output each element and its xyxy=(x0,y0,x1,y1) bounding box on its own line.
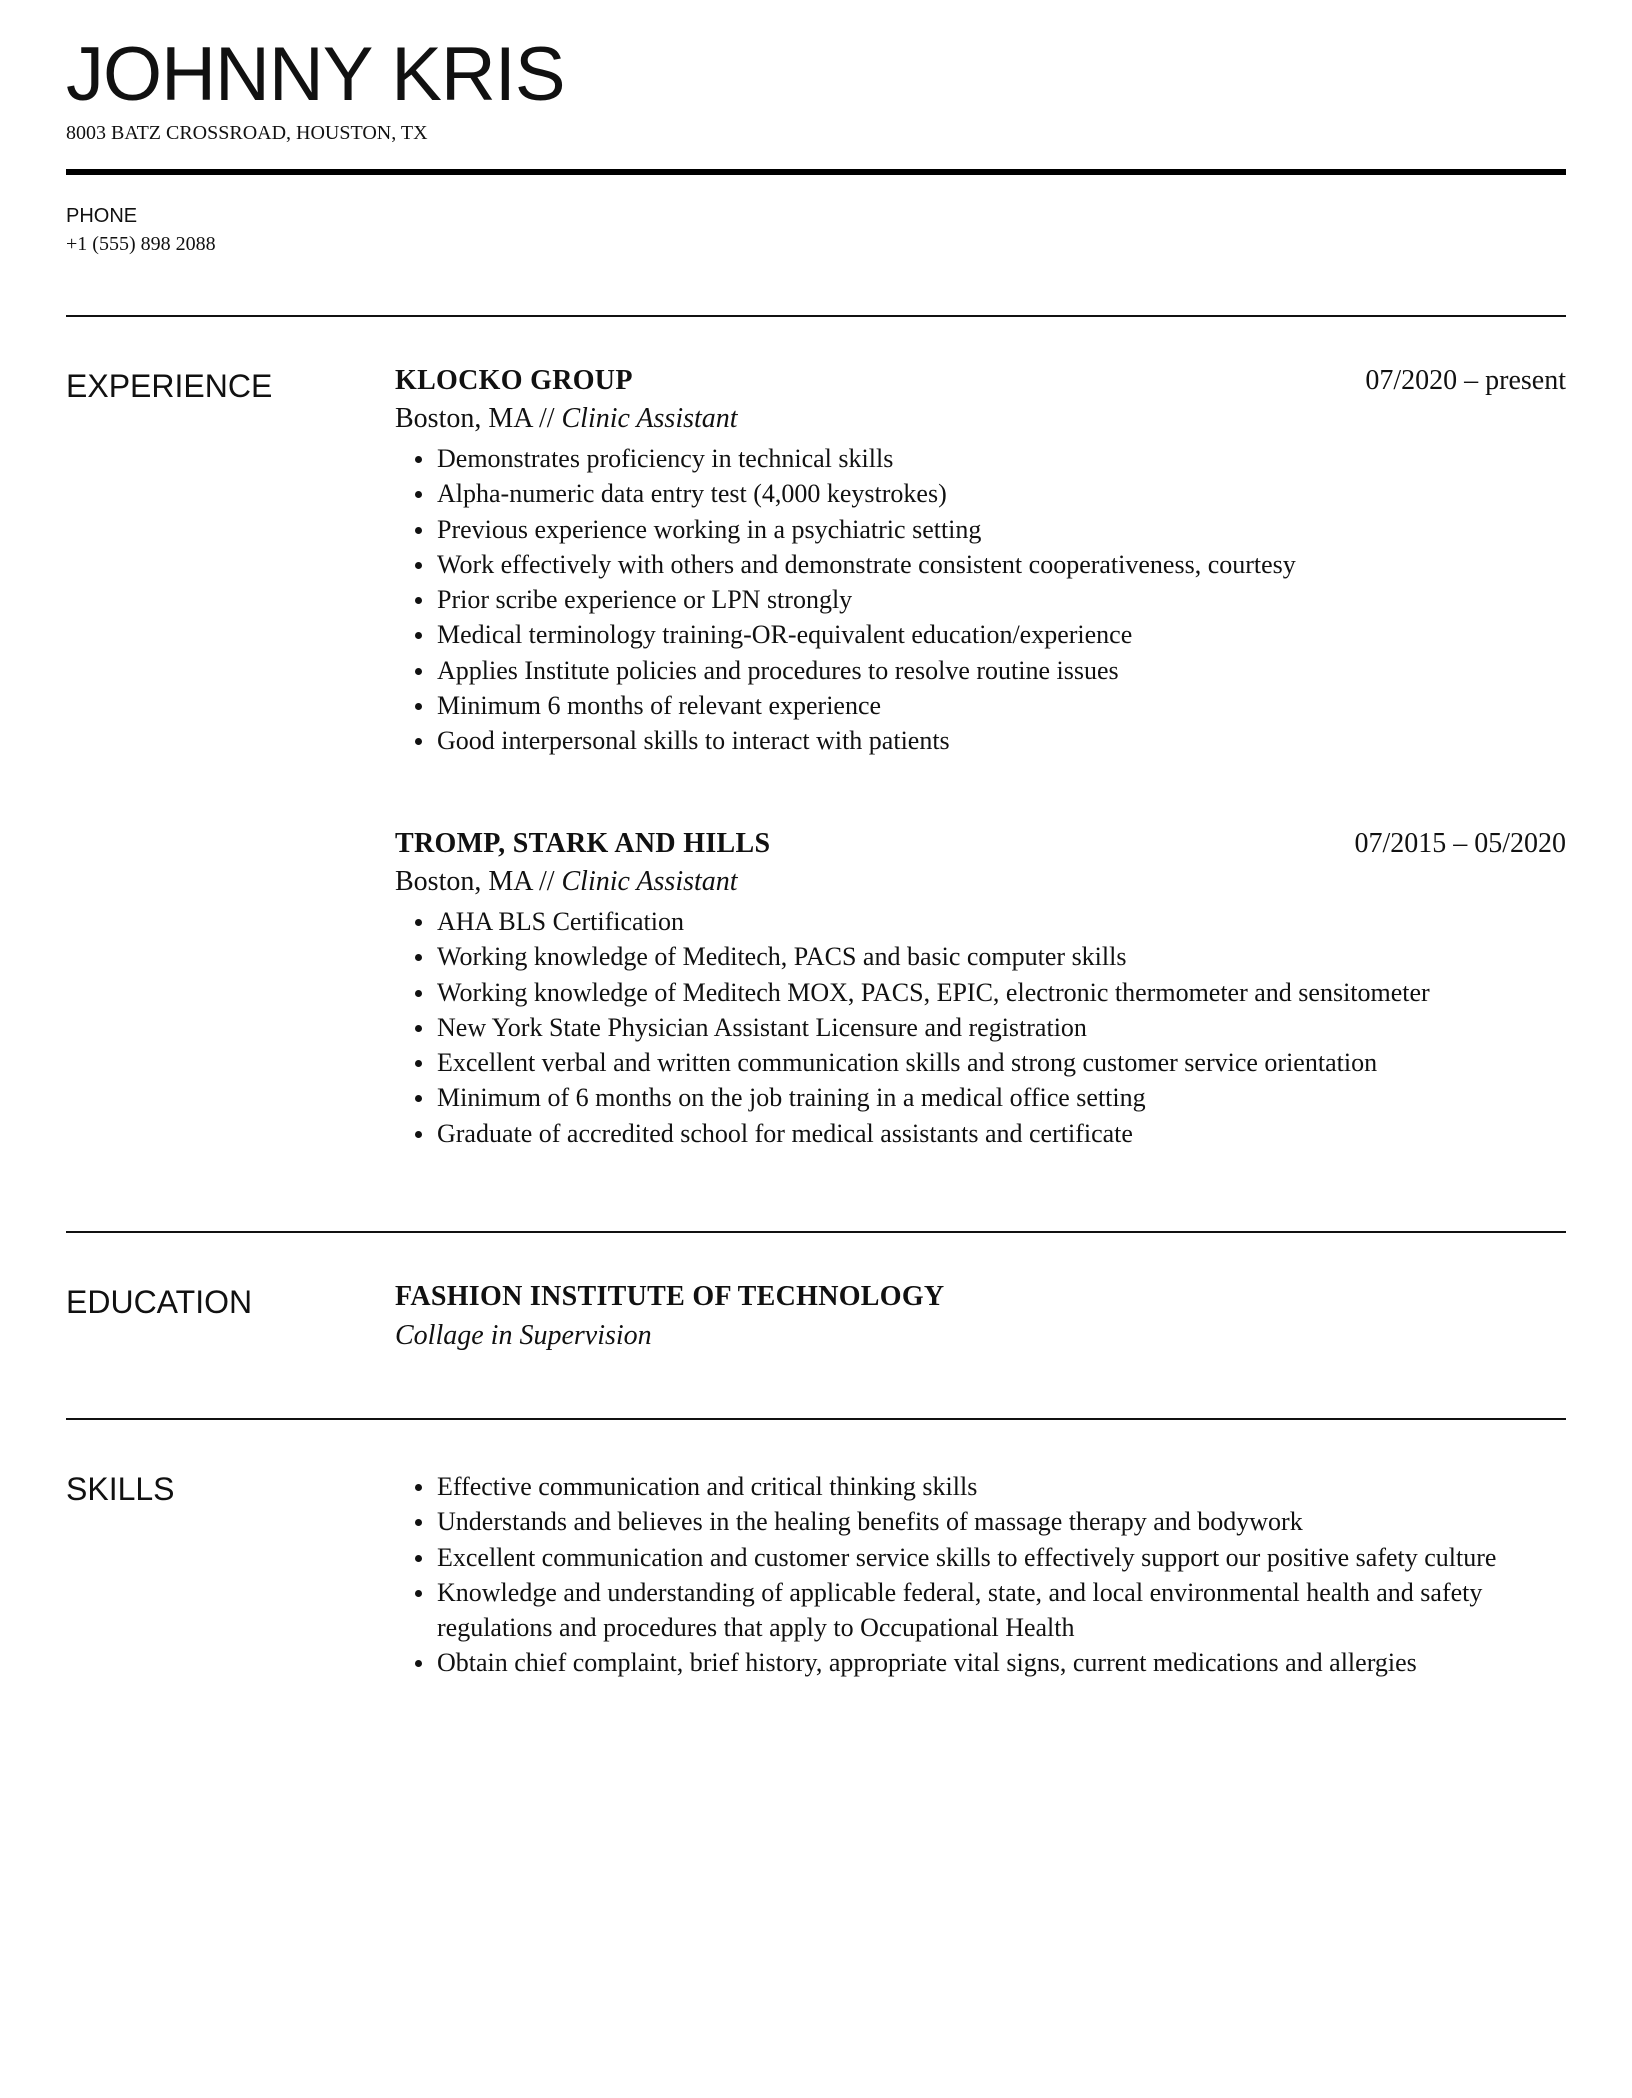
phone-label: PHONE xyxy=(66,205,138,227)
phone-value: +1 (555) 898 2088 xyxy=(66,233,216,255)
job-header xyxy=(395,363,1566,399)
list-item: Knowledge and understanding of applicable federal, state, and local environmental health and safety regulations and procedures that apply to Occupational Health xyxy=(395,1575,1566,1646)
list-item: Minimum 6 months of relevant experience xyxy=(395,688,1566,723)
list-item: Demonstrates proficiency in technical skills xyxy=(395,441,1566,476)
list-item: Work effectively with others and demonstrate consistent cooperativeness, courtesy xyxy=(395,547,1566,582)
job-role: Clinic Assistant xyxy=(561,866,738,897)
section-divider-experience xyxy=(66,315,1566,317)
list-item: AHA BLS Certification xyxy=(395,904,1566,939)
job-role: Clinic Assistant xyxy=(561,403,738,434)
list-item: Excellent verbal and written communication skills and strong customer service orientation xyxy=(395,1045,1566,1080)
list-item: Graduate of accredited school for medical assistants and certificate xyxy=(395,1116,1566,1151)
school-name: FASHION INSTITUTE OF TECHNOLOGY xyxy=(395,1281,945,1312)
list-item: Understands and believes in the healing benefits of massage therapy and bodywork xyxy=(395,1504,1566,1539)
list-item: Working knowledge of Meditech, PACS and basic computer skills xyxy=(395,939,1566,974)
list-item: Working knowledge of Meditech MOX, PACS, EPIC, electronic thermometer and sensitometer xyxy=(395,975,1566,1010)
list-item: Good interpersonal skills to interact with patients xyxy=(395,723,1566,758)
job-header xyxy=(395,826,1566,862)
header-divider xyxy=(66,169,1566,175)
job-location: Boston, MA xyxy=(395,866,532,897)
job-location: Boston, MA xyxy=(395,403,532,434)
skills-list xyxy=(395,1469,1566,1681)
list-item: Previous experience working in a psychiatric setting xyxy=(395,512,1566,547)
job-entry-2 xyxy=(395,826,1566,1151)
education-heading: EDUCATION xyxy=(66,1284,253,1320)
section-divider-skills xyxy=(66,1418,1566,1420)
job-bullets xyxy=(395,904,1566,1151)
job-dates: 07/2015 – 05/2020 xyxy=(1354,828,1566,859)
experience-heading: EXPERIENCE xyxy=(66,368,273,404)
candidate-address: 8003 BATZ CROSSROAD, HOUSTON, TX xyxy=(66,122,428,144)
job-bullets xyxy=(395,441,1566,759)
list-item: Effective communication and critical thinking skills xyxy=(395,1469,1566,1504)
degree-name: Collage in Supervision xyxy=(395,1320,652,1351)
skills-heading: SKILLS xyxy=(66,1471,175,1507)
job-entry-1 xyxy=(395,363,1566,759)
job-separator: // xyxy=(531,403,562,434)
job-location-role xyxy=(395,862,1566,902)
list-item: Prior scribe experience or LPN strongly xyxy=(395,582,1566,617)
company-name: TROMP, STARK AND HILLS xyxy=(395,828,771,859)
list-item: Medical terminology training-OR-equivalent education/experience xyxy=(395,617,1566,652)
list-item: Excellent communication and customer service skills to effectively support our positive safety culture xyxy=(395,1540,1566,1575)
skills-entry xyxy=(395,1467,1566,1681)
list-item: Minimum of 6 months on the job training in a medical office setting xyxy=(395,1080,1566,1115)
candidate-name: JOHNNY KRIS xyxy=(66,32,565,117)
education-entry xyxy=(395,1279,1566,1357)
section-divider-education xyxy=(66,1231,1566,1233)
list-item: New York State Physician Assistant Licensure and registration xyxy=(395,1010,1566,1045)
list-item: Alpha-numeric data entry test (4,000 keystrokes) xyxy=(395,476,1566,511)
job-location-role xyxy=(395,399,1566,439)
list-item: Applies Institute policies and procedures to resolve routine issues xyxy=(395,653,1566,688)
job-dates: 07/2020 – present xyxy=(1365,365,1566,396)
list-item: Obtain chief complaint, brief history, appropriate vital signs, current medications and allergies xyxy=(395,1645,1566,1680)
company-name: KLOCKO GROUP xyxy=(395,365,633,396)
job-separator: // xyxy=(531,866,562,897)
